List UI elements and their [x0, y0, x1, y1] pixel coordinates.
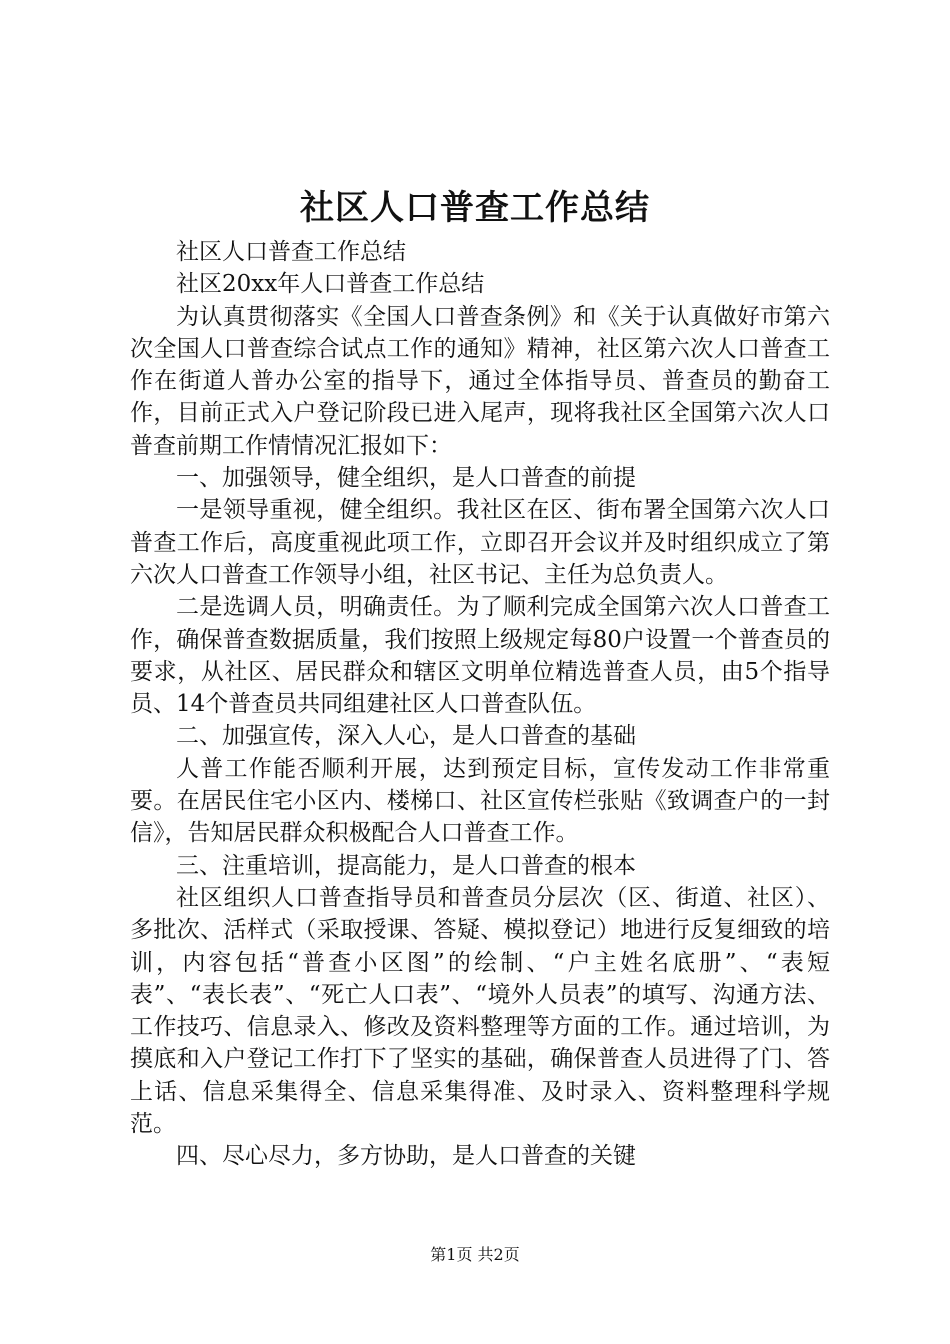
paragraph-staffing: 二是选调人员，明确责任。为了顺利完成全国第六次人口普查工作，确保普查数据质量，我们按照上级规定每80户设置一个普查员的要求，从社区、居民群众和辖区文明单位精选普查人员，由5个指导员、14个普查员共同组建社区人口普查队伍。: [130, 594, 830, 718]
paragraph-training: 社区组织人口普查指导员和普查员分层次（区、街道、社区）、多批次、活样式（采取授课、答疑、模拟登记）地进行反复细致的培训，内容包括“普查小区图”的绘制、“户主姓名底册”、“表短表”、“表长表”、“死亡人口表”、“境外人员表”的填写、沟通方法、工作技巧、信息录入、修改及资料整理等方面的工作。通过培训，为摸底和入户登记工作打下了坚实的基础，确保普查人员进得了门、答上话、信息采集得全、信息采集得准、及时录入、资料整理科学规范。: [130, 884, 830, 1138]
paragraph-publicity: 人普工作能否顺利开展，达到预定目标，宣传发动工作非常重要。在居民住宅小区内、楼梯口、社区宣传栏张贴《致调查户的一封信》，告知居民群众积极配合人口普查工作。: [130, 755, 830, 847]
paragraph-subtitle: 社区人口普查工作总结: [176, 239, 406, 265]
document-title: 社区人口普查工作总结: [300, 188, 650, 228]
section-heading-4: 四、尽心尽力，多方协助，是人口普查的关键: [176, 1143, 636, 1170]
section-heading-2: 二、加强宣传，深入人心，是人口普查的基础: [176, 723, 636, 750]
section-heading-1: 一、加强领导，健全组织，是人口普查的前提: [176, 465, 636, 492]
paragraph-year-title: 社区20xx年人口普查工作总结: [176, 271, 485, 298]
paragraph-intro: 为认真贯彻落实《全国人口普查条例》和《关于认真做好市第六次全国人口普查综合试点工作的通知》精神，社区第六次人口普查工作在街道人普办公室的指导下，通过全体指导员、普查员的勤奋工作，目前正式入户登记阶段已进入尾声，现将我社区全国第六次人口普查前期工作情情况汇报如下：: [130, 303, 830, 459]
paragraph-leadership: 一是领导重视，健全组织。我社区在区、街布署全国第六次人口普查工作后，高度重视此项工作，立即召开会议并及时组织成立了第六次人口普查工作领导小组，社区书记、主任为总负责人。: [130, 497, 830, 588]
section-heading-3: 三、注重培训，提高能力，是人口普查的根本: [176, 852, 636, 879]
document-body: [130, 236, 830, 1173]
page-number: 第1页 共2页: [430, 1245, 520, 1264]
